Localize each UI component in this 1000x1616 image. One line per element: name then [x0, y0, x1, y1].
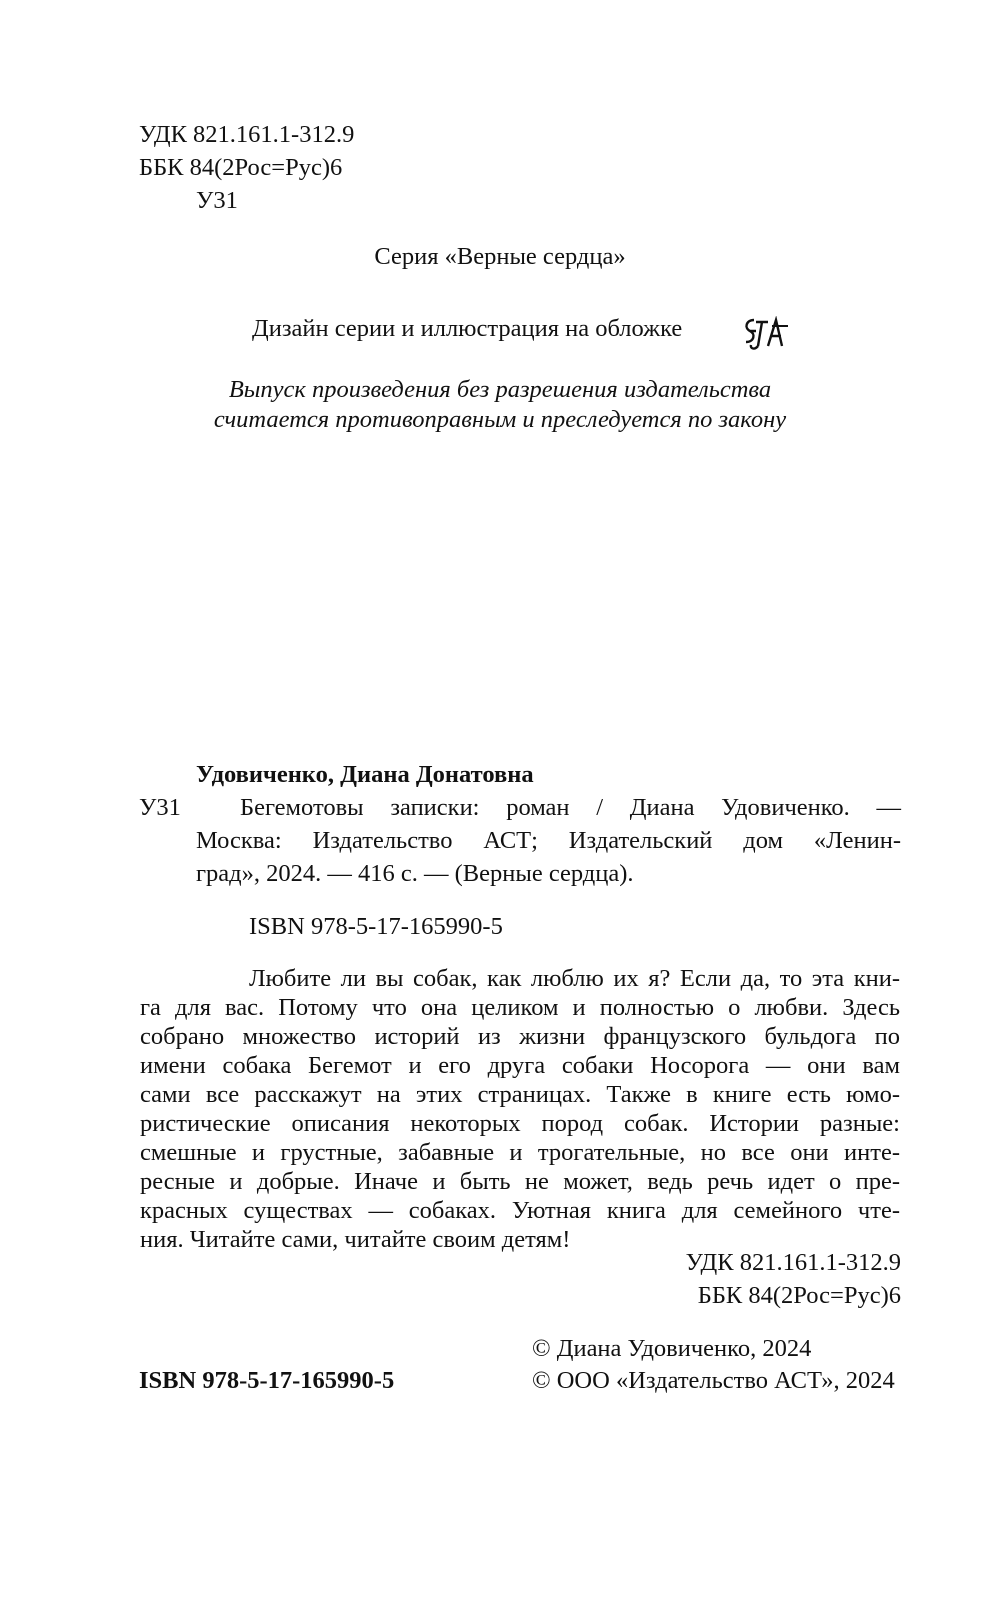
annotation-line: ристические описания некоторых пород собак. Истории разные:	[140, 1110, 900, 1137]
annotation	[140, 964, 900, 1254]
bbk-code: ББК 84(2Рос=Рус)6	[139, 154, 343, 181]
legal-warning-line-1: Выпуск произведения без разрешения издательства	[228, 376, 772, 403]
author-mark: У31	[196, 187, 238, 214]
designer-signature-logo-icon	[742, 316, 790, 354]
series-title: Серия «Верные сердца»	[374, 243, 626, 270]
record-author: Удовиченко, Диана Донатовна	[196, 761, 534, 788]
record-isbn: ISBN 978-5-17-165990-5	[249, 913, 503, 940]
annotation-line: сами все расскажут на этих страницах. Также в книге есть юмо-	[140, 1081, 900, 1108]
record-code: У31	[139, 794, 181, 821]
annotation-line: смешные и грустные, забавные и трогательные, но все они инте-	[140, 1139, 900, 1166]
design-credit: Дизайн серии и иллюстрация на обложке	[252, 315, 683, 342]
legal-warning-line-2: считается противоправным и преследуется по закону	[213, 406, 787, 433]
record-line-2: Москва: Издательство АСТ; Издательский дом «Ленин-	[196, 827, 901, 854]
annotation-line: имени собака Бегемот и его друга собаки Носорога — они вам	[140, 1052, 900, 1079]
annotation-line: ресные и добрые. Иначе и быть не может, ведь речь идет о пре-	[140, 1168, 900, 1195]
annotation-line: собрано множество историй из жизни французского бульдога по	[140, 1023, 900, 1050]
annotation-line: га для вас. Потому что она целиком и полностью о любви. Здесь	[140, 994, 900, 1021]
record-line-3: град», 2024. — 416 с. — (Верные сердца).	[196, 860, 634, 887]
copyright-publisher: © ООО «Издательство АСТ», 2024	[532, 1367, 895, 1394]
annotation-line: Любите ли вы собак, как люблю их я? Если да, то эта кни-	[249, 965, 900, 992]
annotation-line: красных существах — собаках. Уютная книга для семейного чте-	[140, 1197, 900, 1224]
udk-code: УДК 821.161.1-312.9	[139, 121, 355, 148]
isbn-bottom: ISBN 978-5-17-165990-5	[139, 1367, 395, 1394]
footer-udk-code: УДК 821.161.1-312.9	[685, 1249, 901, 1276]
footer-bbk-code: ББК 84(2Рос=Рус)6	[697, 1282, 901, 1309]
copyright-author: © Диана Удовиченко, 2024	[532, 1335, 812, 1362]
annotation-line: ния. Читайте сами, читайте своим детям!	[140, 1226, 571, 1253]
record-line-1: Бегемотовы записки: роман / Диана Удовиченко. —	[240, 794, 901, 821]
